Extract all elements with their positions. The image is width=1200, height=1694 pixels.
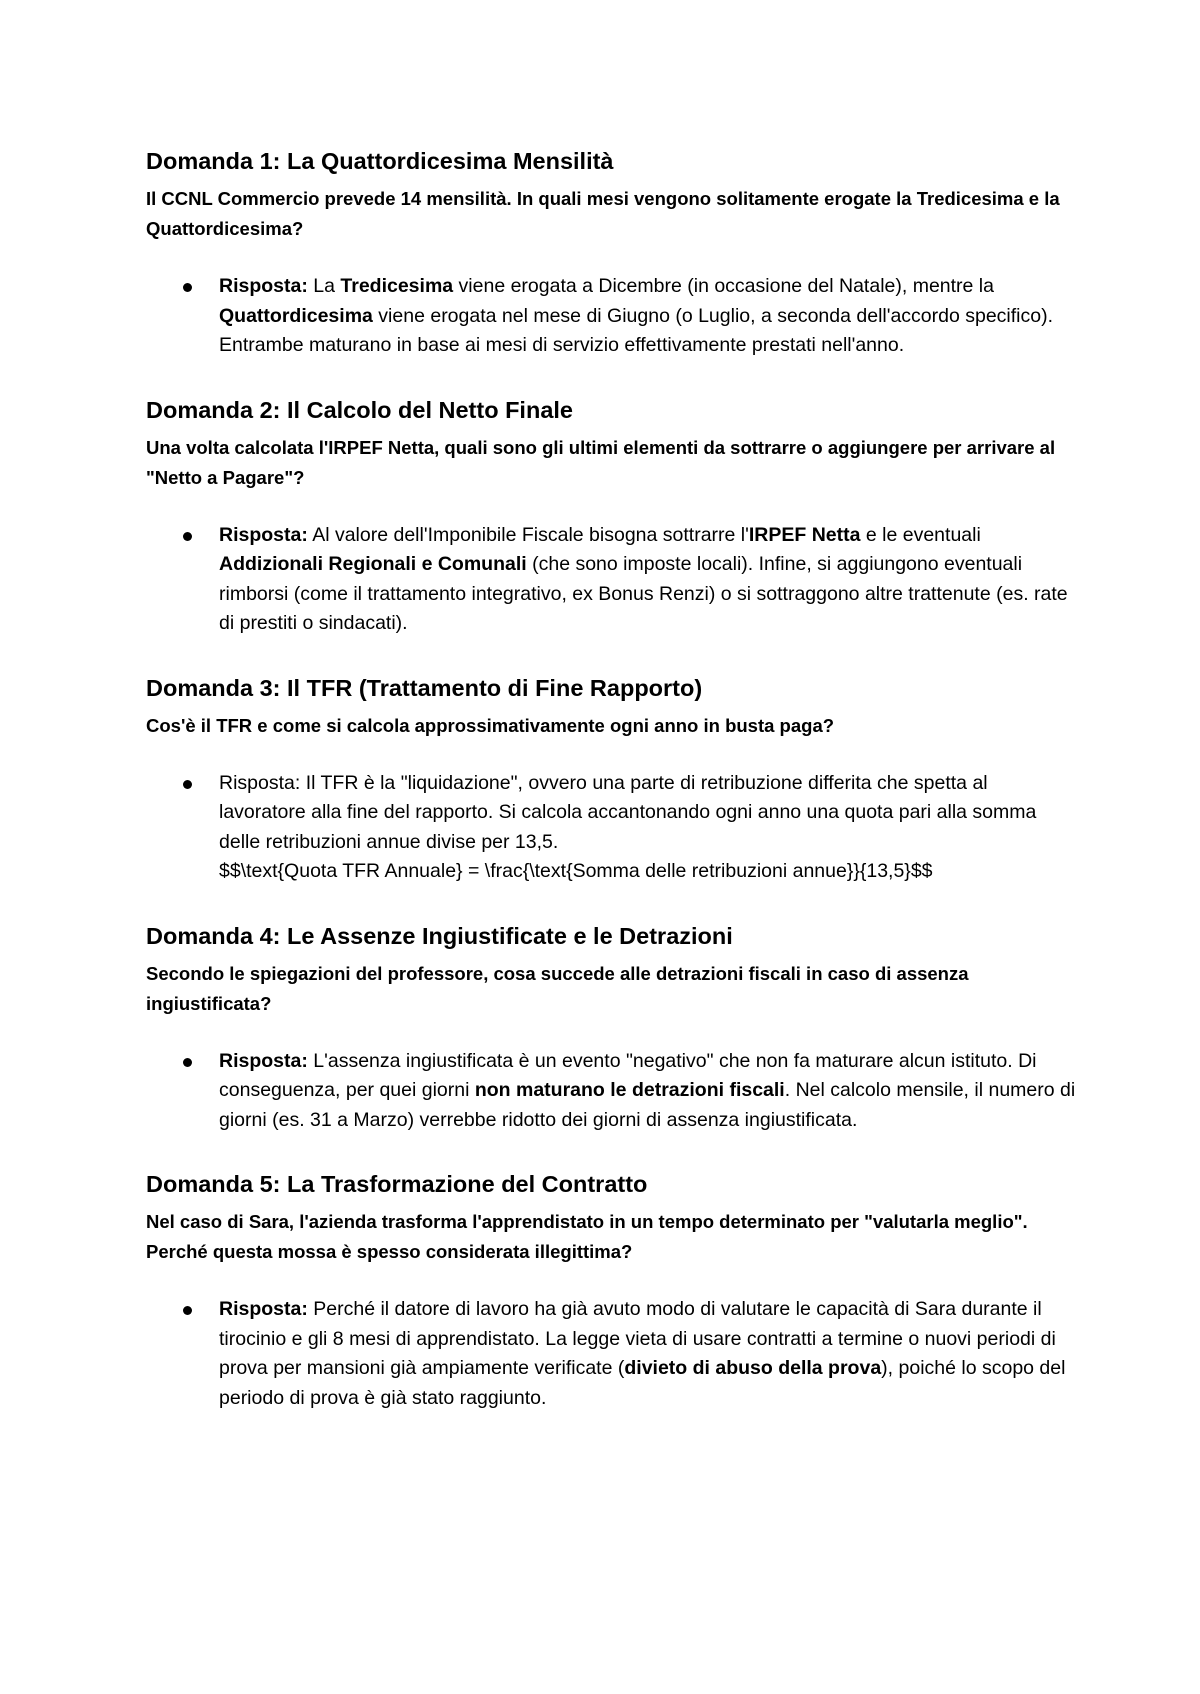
answer-bold-term: non maturano le detrazioni fiscali (474, 1079, 785, 1101)
answer-list (146, 769, 1076, 887)
answer-item (219, 769, 1076, 887)
answer-label: Risposta: (219, 275, 308, 297)
answer-text: (che sono imposte locali). Infine, si aggiungono eventuali rimborsi (come il trattamento integrativo, ex Bonus Renzi) o si sottraggono altre trattenute (es. rate di prestiti o sindacati). (219, 553, 1068, 634)
answer-label: Risposta: (219, 1298, 308, 1320)
question-text: Cos'è il TFR e come si calcola approssimativamente ogni anno in busta paga? (146, 714, 835, 736)
answer-label: Risposta: (219, 523, 308, 546)
question-section-3 (146, 673, 1076, 887)
section-heading: Domanda 1: La Quattordicesima Mensilità (146, 148, 614, 174)
question-section-1 (146, 146, 1076, 361)
section-heading: Domanda 3: Il TFR (Trattamento di Fine Rapporto) (146, 674, 703, 701)
answer-text: Risposta: Il TFR è la "liquidazione", ovvero una parte di retribuzione differita che spetta al lavoratore alla fine del rapporto. Si calcola accantonando ogni anno una quota pari alla somma delle retribuzioni annue divise per 13,5. (219, 771, 1037, 853)
question-text: Il CCNL Commercio prevede 14 mensilità. In quali mesi vengono solitamente erogate la Tredicesima e la Quattordicesima? (146, 188, 1060, 239)
answer-item (219, 521, 1076, 639)
section-heading: Domanda 2: Il Calcolo del Netto Finale (146, 396, 573, 423)
answer-item (219, 272, 1076, 361)
answer-list (146, 1295, 1076, 1413)
answer-list (146, 272, 1076, 361)
bullet-icon (183, 1058, 192, 1067)
answer-text: e le eventuali (860, 523, 981, 546)
answer-bold-term: Quattordicesima (219, 304, 373, 327)
bullet-icon (183, 780, 192, 789)
question-text: Una volta calcolata l'IRPEF Netta, quali sono gli ultimi elementi da sottrarre o aggiungere per arrivare al "Netto a Pagare"? (146, 436, 1056, 488)
question-section-4 (146, 921, 1076, 1136)
answer-text: viene erogata nel mese di Giugno (o Luglio, a seconda dell'accordo specifico). Entrambe maturano in base ai mesi di servizio effettivamente prestati nell'anno. (219, 304, 1054, 356)
answer-bold-term: Addizionali Regionali e Comunali (219, 553, 527, 575)
answer-text: L'assenza ingiustificata è un evento "negativo" che non fa maturare alcun istituto. Di conseguenza, per quei giorni (219, 1049, 1037, 1101)
question-text: Nel caso di Sara, l'azienda trasforma l'apprendistato in un tempo determinato per "valutarla meglio". Perché questa mossa è spesso considerata illegittima? (146, 1211, 1028, 1262)
section-heading: Domanda 5: La Trasformazione del Contratto (146, 1171, 648, 1197)
document-page (146, 146, 1076, 1413)
answer-bold-term: Tredicesima (340, 275, 454, 297)
answer-text: . Nel calcolo mensile, il numero di giorni (es. 31 a Marzo) verrebbe ridotto dei giorni di assenza ingiustificata. (219, 1079, 1076, 1131)
answer-label: Risposta: (219, 1049, 308, 1072)
answer-text: Perché il datore di lavoro ha già avuto modo di valutare le capacità di Sara durante il tirocinio e gli 8 mesi di apprendistato. La legge vieta di usare contratti a termine o nuovi periodi di prova per mansioni già ampiamente verificate ( (219, 1298, 1056, 1379)
question-section-2 (146, 395, 1076, 639)
answer-text: Al valore dell'Imponibile Fiscale bisogna sottrarre l' (307, 523, 749, 546)
answer-bold-term: divieto di abuso della prova (624, 1357, 882, 1379)
answer-text: La (307, 275, 341, 297)
section-heading: Domanda 4: Le Assenze Ingiustificate e le Detrazioni (146, 922, 733, 949)
answer-text: ), poiché lo scopo del periodo di prova è già stato raggiunto. (219, 1357, 1066, 1409)
question-section-5 (146, 1169, 1076, 1413)
bullet-icon (183, 532, 192, 541)
answer-item (219, 1047, 1076, 1136)
answer-list (146, 521, 1076, 639)
answer-list (146, 1047, 1076, 1136)
question-text: Secondo le spiegazioni del professore, cosa succede alle detrazioni fiscali in caso di assenza ingiustificata? (146, 962, 969, 1014)
formula-text: $$\text{Quota TFR Annuale} = \frac{\text{Somma delle retribuzioni annue}}{13,5}$$ (219, 860, 933, 882)
answer-text: viene erogata a Dicembre (in occasione del Natale), mentre la (453, 275, 994, 297)
answer-bold-term: IRPEF Netta (748, 523, 861, 546)
bullet-icon (183, 283, 192, 292)
bullet-icon (183, 1306, 192, 1315)
answer-item (219, 1295, 1076, 1413)
